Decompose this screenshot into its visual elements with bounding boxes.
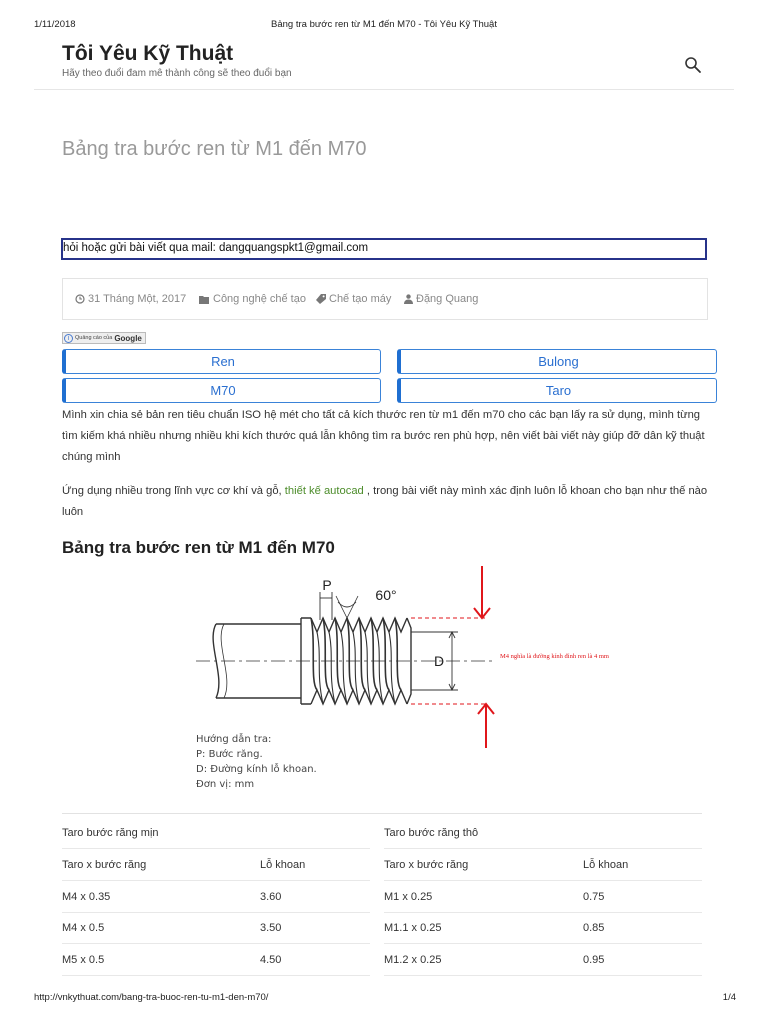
header-divider: [34, 89, 734, 90]
print-url: http://vnkythuat.com/bang-tra-buoc-ren-tu-m1-den-m70/: [34, 992, 269, 1003]
table-cell: M5 x 0.5: [62, 954, 105, 966]
folder-icon: [199, 295, 210, 304]
table-row: [62, 913, 702, 944]
clock-icon: [75, 294, 85, 304]
table-cell: M4 x 0.5: [62, 922, 105, 934]
ads-label-text: Quảng cáo của: [75, 335, 113, 341]
table-cell: 3.60: [260, 891, 282, 903]
ads-by-google-label[interactable]: [62, 332, 146, 344]
table-header-row: [62, 850, 702, 881]
ad-link-ren[interactable]: Ren: [62, 349, 381, 374]
tag-icon: [316, 294, 326, 304]
ad-link-bulong[interactable]: Bulong: [397, 349, 717, 374]
table-cell: M1.2 x 0.25: [384, 954, 442, 966]
meta-tag[interactable]: [316, 293, 391, 305]
meta-date-text: 31 Tháng Một, 2017: [88, 293, 187, 305]
diameter-label: D: [433, 653, 445, 669]
meta-tag-text: Chế tạo máy: [329, 293, 392, 305]
legend-line-4: Đơn vị: mm: [196, 779, 255, 790]
ads-brand-text: Google: [114, 333, 142, 343]
table-cell: M4 x 0.35: [62, 891, 111, 903]
table-cell: 3.50: [260, 922, 282, 934]
ad-link-taro[interactable]: Taro: [397, 378, 717, 403]
search-icon[interactable]: [684, 56, 702, 74]
table-group-row: [62, 818, 702, 849]
table-cell: M1.1 x 0.25: [384, 922, 442, 934]
legend-line-2: P: Bước răng.: [196, 749, 263, 760]
usage-text-before: Ứng dụng nhiều trong lĩnh vực cơ khí và gỗ,: [62, 485, 285, 497]
header-fine-drill: Lỗ khoan: [260, 859, 306, 871]
meta-date[interactable]: [75, 293, 186, 305]
usage-text-after: , trong bài viết này mình xác định luôn lỗ khoan cho bạn như thế nào luôn: [62, 485, 708, 518]
print-date: 1/11/2018: [34, 19, 76, 30]
header-fine-taro: Taro x bước răng: [62, 859, 147, 871]
site-title[interactable]: Tôi Yêu Kỹ Thuật: [62, 42, 234, 65]
meta-category[interactable]: [199, 293, 306, 305]
ad-link-m70[interactable]: M70: [62, 378, 381, 403]
angle-label: 60°: [375, 587, 397, 603]
table-cell: M1 x 0.25: [384, 891, 433, 903]
table-row: [62, 945, 702, 976]
diagram-annotation: M4 nghĩa là đường kính đỉnh ren là 4 mm: [500, 653, 609, 660]
intro-paragraph: Mình xin chia sẻ bản ren tiêu chuẩn ISO hệ mét cho tất cả kích thước ren từ m1 đến m70 cho các bạn lấy ra sử dụng, mình từng tìm kiếm khá nhiều nhưng nhiều khi kích thước quá lẫn không tìm ra bước ren phù hợp, nên viết bài viết này giúp đỡ dân kỹ thuật chúng mình: [62, 409, 705, 463]
contact-notice: hỏi hoặc gửi bài viết qua mail: dangquangspkt1@gmail.com: [61, 238, 707, 260]
legend-line-1: Hướng dẫn tra:: [196, 734, 272, 745]
group-coarse-label: Taro bước răng thô: [384, 827, 479, 839]
meta-author[interactable]: [404, 293, 478, 305]
table-cell: 0.95: [583, 954, 605, 966]
header-coarse-drill: Lỗ khoan: [583, 859, 629, 871]
post-meta: [62, 278, 708, 320]
autocad-link[interactable]: thiết kế autocad: [284, 485, 364, 497]
table-top-rule: [62, 813, 702, 814]
usage-paragraph: [62, 481, 710, 523]
legend-line-3: D: Đường kính lỗ khoan.: [196, 764, 317, 775]
table-cell: 0.75: [583, 891, 605, 903]
table-cell: 0.85: [583, 922, 605, 934]
post-title: Bảng tra bước ren từ M1 đến M70: [62, 138, 367, 160]
pitch-label: P: [322, 577, 332, 593]
print-doc-title: Bảng tra bước ren từ M1 đến M70 - Tôi Yêu Kỹ Thuật: [271, 19, 497, 30]
user-icon: [404, 294, 413, 304]
header-coarse-taro: Taro x bước răng: [384, 859, 469, 871]
print-header: [0, 14, 768, 28]
site-tagline: Hãy theo đuổi đam mê thành công sẽ theo đuổi bạn: [62, 68, 292, 79]
section-heading: Bảng tra bước ren từ M1 đến M70: [62, 538, 335, 557]
group-fine-label: Taro bước răng mịn: [62, 827, 159, 839]
thread-diagram: [196, 562, 656, 802]
print-page-number: 1/4: [722, 992, 736, 1003]
info-icon: i: [64, 334, 73, 343]
meta-category-text: Công nghệ chế tạo: [213, 293, 306, 305]
table-cell: 4.50: [260, 954, 282, 966]
meta-author-text: Đặng Quang: [416, 293, 479, 305]
table-row: [62, 882, 702, 913]
